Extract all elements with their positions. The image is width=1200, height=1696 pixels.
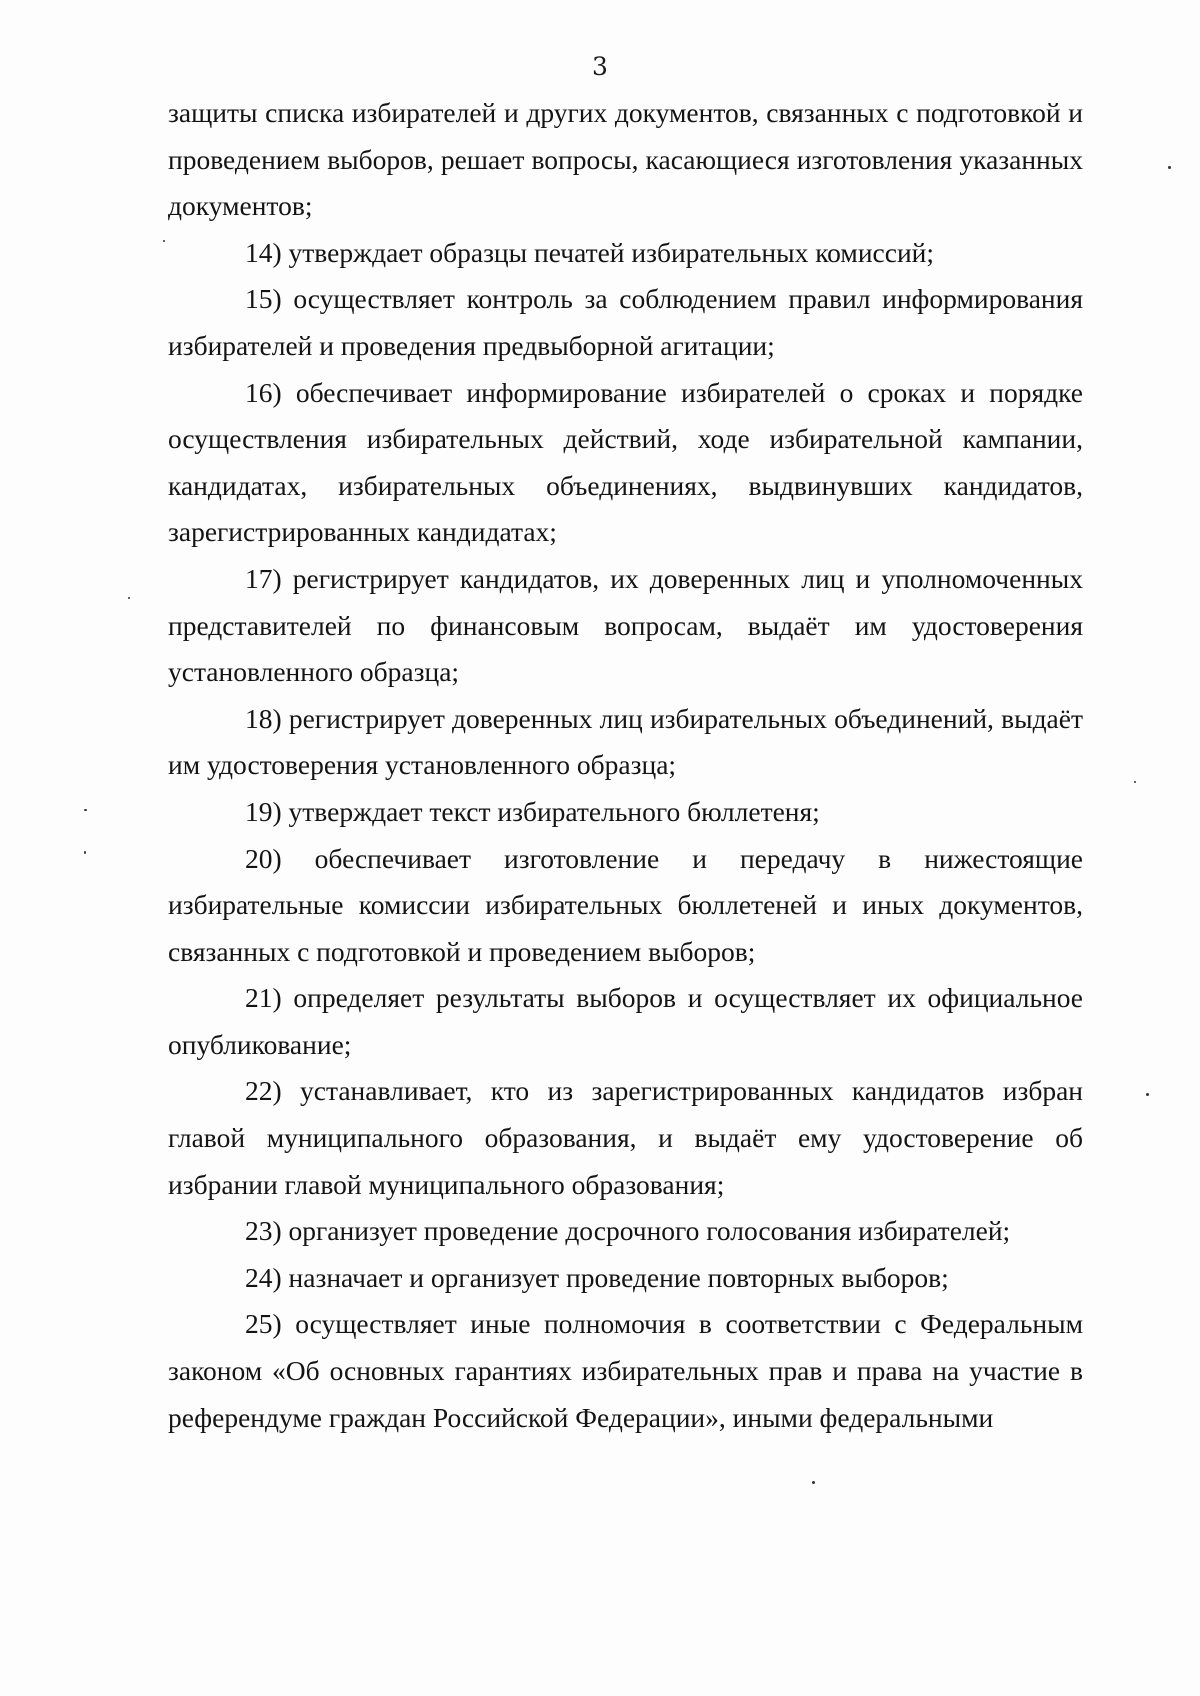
list-item-20: 20) обеспечивает изготовление и передачу в нижестоящие избирательные комиссии избирательных бюллетеней и иных документов, связанных с подготовкой и проведением выборов; xyxy=(168,842,1083,967)
list-item-16: 16) обеспечивает информирование избирателей о сроках и порядке осуществления избирательных действий, ходе избирательной кампании, кандидатах, избирательных объединениях, выдвинувших кандидатов, зарегистрированных кандидатах; xyxy=(168,376,1083,548)
list-item-23: 23) организует проведение досрочного голосования избирателей; xyxy=(245,1215,1011,1247)
list-item-25: 25) осуществляет иные полномочия в соответствии с Федеральным законом «Об основных гарантиях избирательных прав и права на участие в референдуме граждан Российской Федерации», иными федеральными xyxy=(168,1308,1083,1433)
list-item-17: 17) регистрирует кандидатов, их доверенных лиц и уполномоченных представителей по финансовым вопросам, выдаёт им удостоверения установленного образца; xyxy=(168,562,1083,688)
list-item-19: 19) утверждает текст избирательного бюллетеня; xyxy=(245,795,820,827)
scan-speck xyxy=(1168,166,1171,169)
scan-speck xyxy=(84,809,87,811)
document-text xyxy=(168,90,1083,1441)
list-item-18: 18) регистрирует доверенных лиц избирательных объединений, выдаёт им удостоверения установленного образца; xyxy=(168,702,1083,781)
scan-speck xyxy=(163,240,165,242)
scan-speck xyxy=(1134,781,1136,783)
list-item-24: 24) назначает и организует проведение повторных выборов; xyxy=(245,1261,949,1293)
list-item-22: 22) устанавливает, кто из зарегистрированных кандидатов избран главой муниципального образования, и выдаёт ему удостоверение об избрании главой муниципального образования; xyxy=(168,1075,1083,1200)
scan-speck xyxy=(128,597,130,599)
scan-speck xyxy=(812,1481,815,1484)
scan-speck xyxy=(1146,1093,1149,1096)
scan-speck xyxy=(84,851,86,854)
paragraph-continuation: защиты списка избирателей и других документов, связанных с подготовкой и проведением выборов, решает вопросы, касающиеся изготовления указанных документов; xyxy=(168,97,1083,222)
page-number: 3 xyxy=(592,52,608,81)
list-item-21: 21) определяет результаты выборов и осуществляет их официальное опубликование; xyxy=(168,982,1083,1060)
list-item-15: 15) осуществляет контроль за соблюдением правил информирования избирателей и проведения предвыборной агитации; xyxy=(168,283,1083,361)
list-item-14: 14) утверждает образцы печатей избирательных комиссий; xyxy=(245,236,935,268)
